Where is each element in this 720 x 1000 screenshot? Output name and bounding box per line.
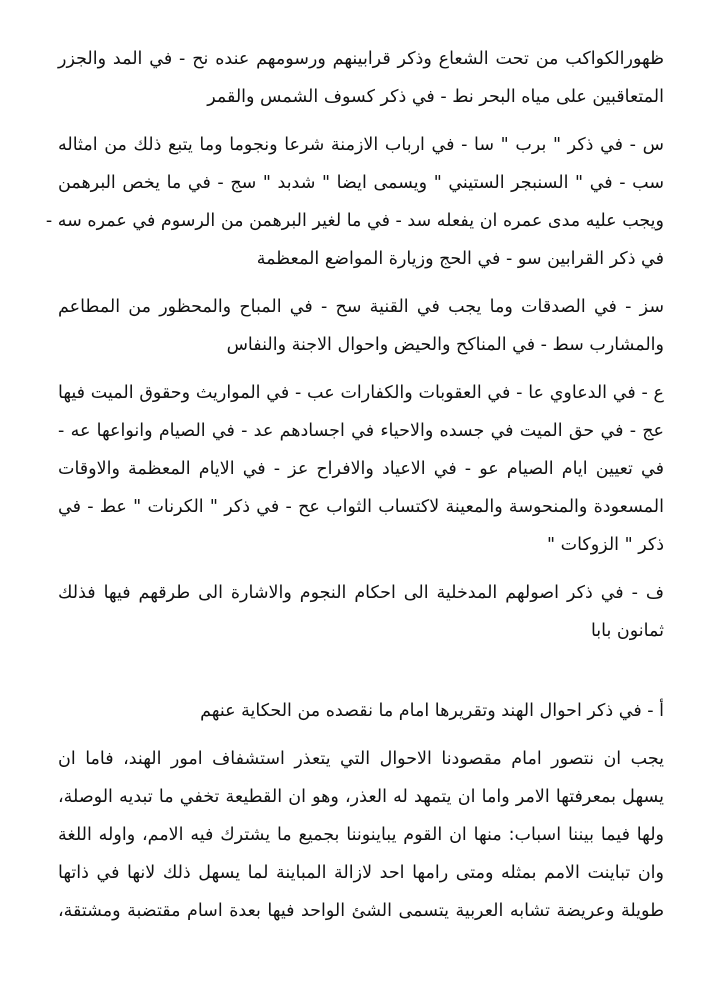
section-gap <box>58 660 664 692</box>
text-line: والمشارب سط - في المناكح والحيض واحوال الاجنة والنفاس <box>226 335 664 355</box>
text-line: طويلة وعريضة تشابه العربية يتسمى الشئ الواحد فيها بعدة اسام مقتضبة ومشتقة، <box>58 901 664 921</box>
paragraph-chapter-list-3 <box>58 288 664 364</box>
text-line: عج - في حق الميت في جسده والاحياء في اجسادهم عد - في الصيام وانواعها عه - <box>58 421 664 441</box>
paragraph-chapter-list-4 <box>58 374 664 564</box>
text-line: سب - في " السنبجر الستيني " ويسمى ايضا " شدبد " سج - في ما يخص البرهمن <box>58 173 664 193</box>
text-line: ثمانون بابا <box>590 621 664 641</box>
text-line: يجب ان نتصور امام مقصودنا الاحوال التي يتعذر استشفاف امور الهند، فاما ان <box>58 749 664 769</box>
paragraph-body <box>58 740 664 930</box>
paragraph-chapter-list-1 <box>58 40 664 116</box>
text-line: ذكر " الزوكات " <box>546 535 664 555</box>
text-line: يسهل بمعرفتها الامر واما ان يتمهد له العذر، وهو ان القطيعة تخفي ما تبديه الوصلة، <box>58 787 664 807</box>
section-heading <box>58 692 664 730</box>
text-line: ف - في ذكر اصولهم المدخلية الى احكام النجوم والاشارة الى طرقهم فيها فذلك <box>58 583 664 603</box>
text-line: في تعيين ايام الصيام عو - في الاعياد والافراح عز - في الايام المعظمة والاوقات <box>58 459 664 479</box>
text-line: في ذكر القرابين سو - في الحج وزيارة المواضع المعظمة <box>256 249 664 269</box>
text-line: سز - في الصدقات وما يجب في القنية سح - في المباح والمحظور من المطاعم <box>58 297 664 317</box>
text-line: ظهورالكواكب من تحت الشعاع وذكر قرابينهم ورسومهم عنده نح - في المد والجزر <box>58 49 664 69</box>
text-line: ولها فيما بيننا اسباب: منها ان القوم يباينوننا بجميع ما يشترك فيه الامم، واوله اللغة <box>58 825 664 845</box>
text-line: وان تباينت الامم بمثله ومتى رامها احد لازالة المباينة لما يسهل ذلك لانها في ذاتها <box>58 863 664 883</box>
text-line: ع - في الدعاوي عا - في العقوبات والكفارات عب - في المواريث وحقوق الميت فيها <box>58 383 664 403</box>
text-line: المسعودة والمنحوسة والمعينة لاكتساب الثواب عح - في ذكر " الكرنات " عط - في <box>58 497 664 517</box>
document-page <box>45 40 664 940</box>
text-line: س - في ذكر " برب " سا - في ارباب الازمنة شرعا ونجوما وما يتبع ذلك من امثاله <box>58 135 664 155</box>
text-line: ويجب عليه مدى عمره ان يفعله سد - في ما لغير البرهمن من الرسوم في عمره سه - <box>45 211 664 231</box>
text-line: أ - في ذكر احوال الهند وتقريرها امام ما نقصده من الحكاية عنهم <box>200 701 664 721</box>
text-line: المتعاقبين على مياه البحر نط - في ذكر كسوف الشمس والقمر <box>207 87 664 107</box>
paragraph-chapter-list-5 <box>58 574 664 650</box>
paragraph-chapter-list-2 <box>45 126 664 278</box>
